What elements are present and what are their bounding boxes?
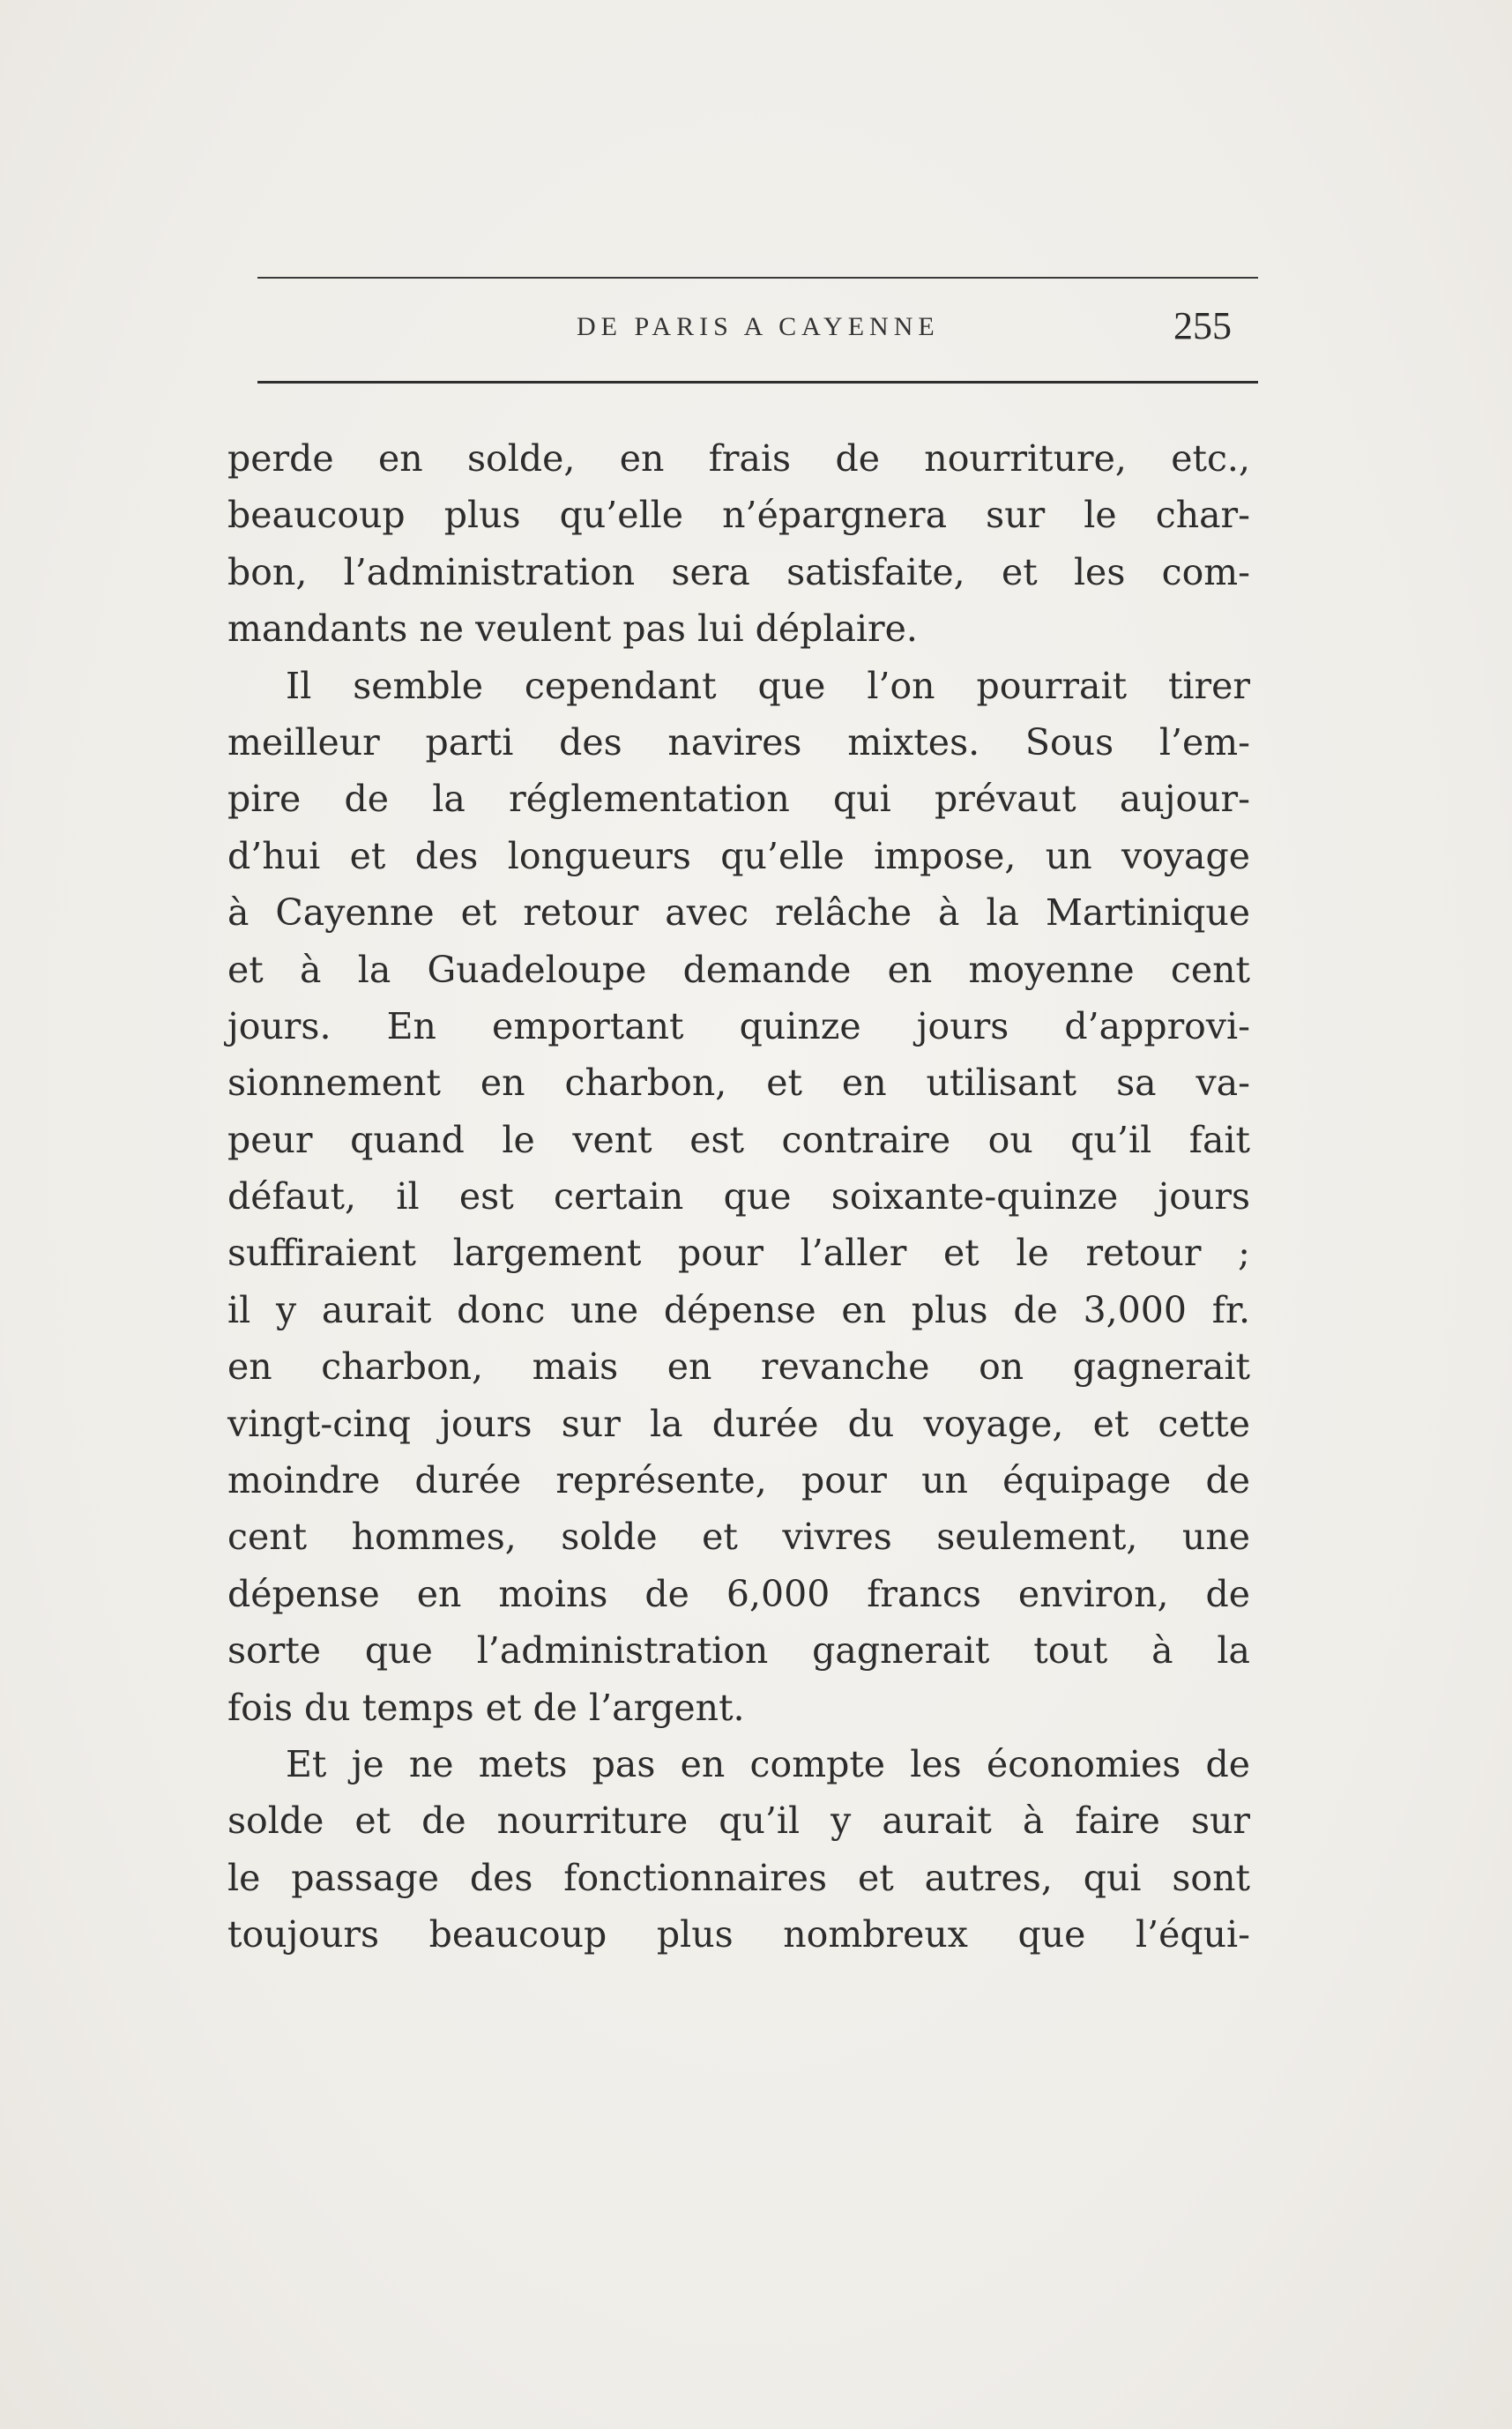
header-bottom-rule [257, 381, 1258, 384]
text-line: perde en solde, en frais de nourriture, etc., [227, 437, 1250, 480]
text-line: bon, l’administration sera satisfaite, et les com- [227, 550, 1250, 593]
text-line: suffiraient largement pour l’aller et le retour ; [227, 1232, 1250, 1275]
text-line: moindre durée représente, pour un équipage de [227, 1459, 1250, 1502]
header-top-rule [257, 277, 1258, 279]
text-line: il y aurait donc une dépense en plus de 3,000 fr. [227, 1288, 1250, 1331]
running-title: DE PARIS A CAYENNE [577, 312, 940, 341]
text-line: meilleur parti des navires mixtes. Sous l’em- [227, 720, 1250, 764]
text-line: d’hui et des longueurs qu’elle impose, un voyage [227, 834, 1250, 877]
text-line: défaut, il est certain que soixante-quinze jours [227, 1175, 1250, 1218]
text-line: et à la Guadeloupe demande en moyenne cent [227, 948, 1250, 991]
text-line: cent hommes, solde et vivres seulement, une [227, 1516, 1250, 1559]
text-line: pire de la réglementation qui prévaut aujour- [227, 778, 1250, 821]
text-line: mandants ne veulent pas lui déplaire. [227, 607, 918, 651]
text-line: jours. En emportant quinze jours d’approvi- [227, 1004, 1250, 1047]
text-line: à Cayenne et retour avec relâche à la Martinique [227, 891, 1250, 935]
text-line: fois du temps et de l’argent. [227, 1686, 745, 1729]
text-line: vingt-cinq jours sur la durée du voyage, et cette [227, 1402, 1250, 1445]
text-line: Et je ne mets pas en compte les économies de [286, 1742, 1250, 1785]
text-line: Il semble cependant que l’on pourrait tirer [286, 664, 1250, 707]
text-line: sionnement en charbon, et en utilisant sa va- [227, 1062, 1250, 1105]
text-line: peur quand le vent est contraire ou qu’il fait [227, 1118, 1250, 1161]
running-head [257, 300, 1258, 361]
text-line: sorte que l’administration gagnerait tout à la [227, 1629, 1250, 1673]
text-line: beaucoup plus qu’elle n’épargnera sur le char- [227, 494, 1250, 537]
text-line: toujours beaucoup plus nombreux que l’équi- [227, 1913, 1250, 1956]
text-line: solde et de nourriture qu’il y aurait à faire sur [227, 1799, 1250, 1843]
text-line: en charbon, mais en revanche on gagnerait [227, 1345, 1250, 1389]
body-text [227, 430, 1250, 1963]
text-line: le passage des fonctionnaires et autres, qui sont [227, 1856, 1250, 1899]
page-number: 255 [1173, 304, 1232, 347]
text-line: dépense en moins de 6,000 francs environ, de [227, 1572, 1250, 1615]
